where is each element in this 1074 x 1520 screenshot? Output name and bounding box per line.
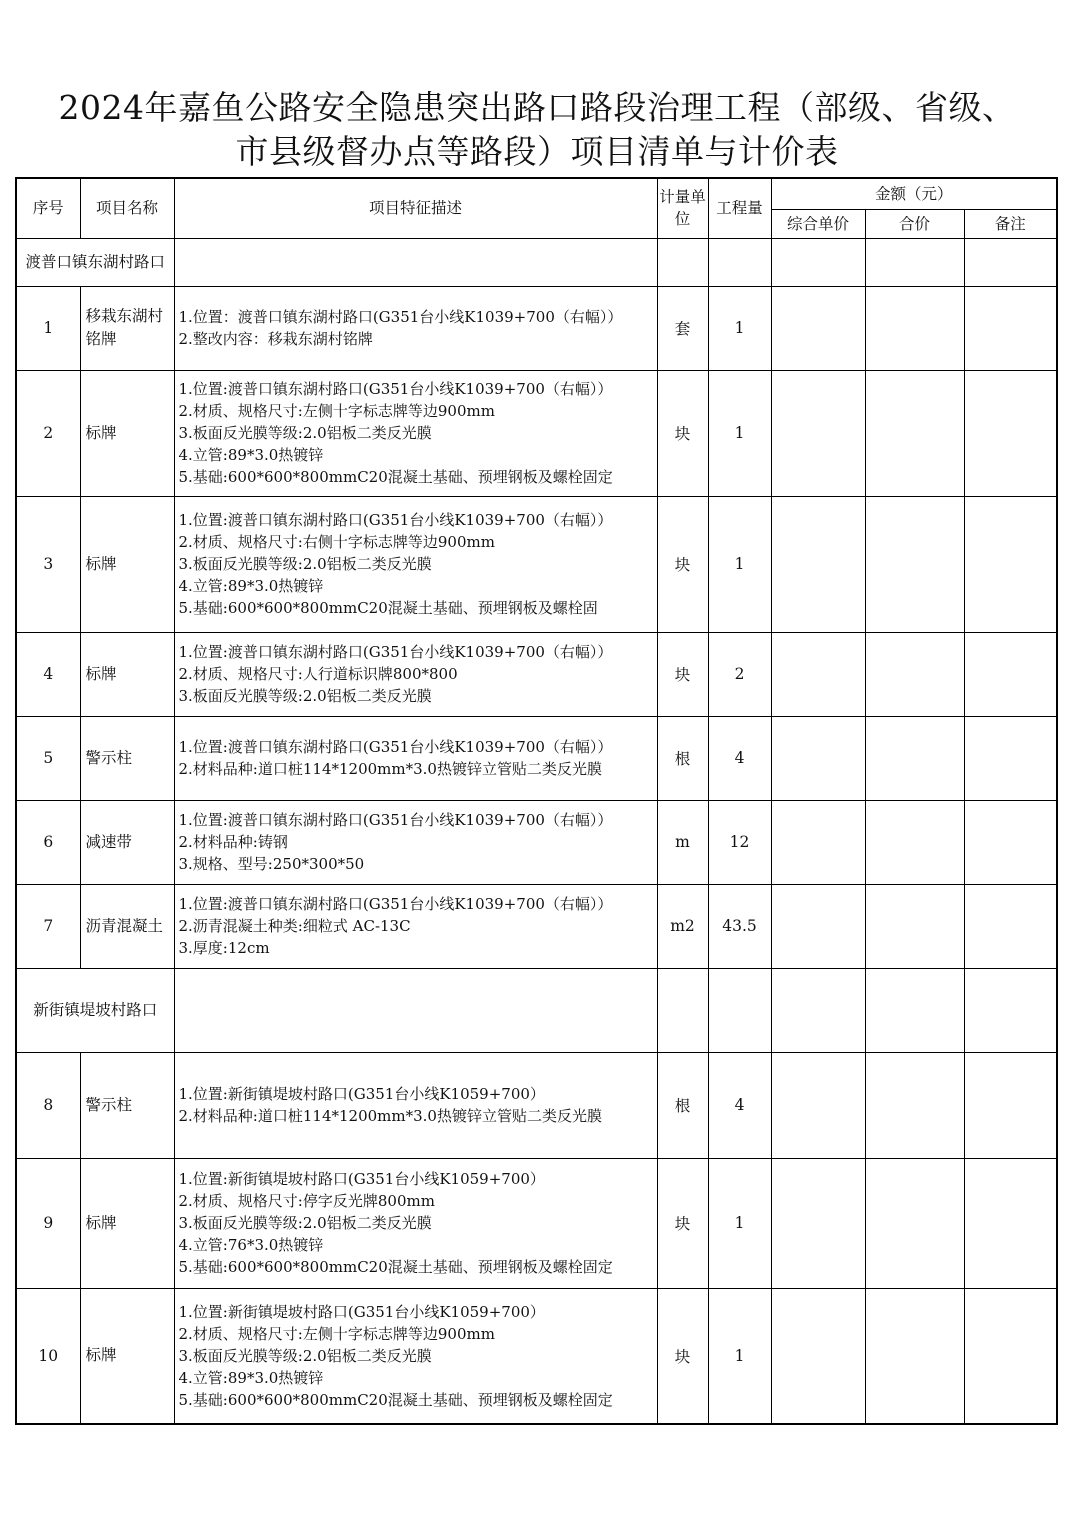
cell-remark: [964, 1288, 1057, 1424]
bill-table: [15, 177, 1058, 1425]
empty-cell: [964, 238, 1057, 286]
title-line-1: 2024年嘉鱼公路安全隐患突出路口路段治理工程（部级、省级、: [58, 88, 1016, 127]
header-total: 合价: [865, 209, 964, 238]
desc-line: 1.位置：渡普口镇东湖村路口(G351台小线K1039+700（右幅））: [178, 308, 623, 326]
cell-seq: 6: [16, 800, 80, 884]
desc-line: 2.沥青混凝土种类:细粒式 AC-13C: [178, 917, 411, 935]
desc-wrap: [175, 641, 657, 707]
header-unit-price: 综合单价: [771, 209, 865, 238]
cell-name: 标牌: [80, 370, 174, 496]
cell-name: 移栽东湖村铭牌: [80, 286, 174, 370]
header-remark: 备注: [964, 209, 1057, 238]
cell-name: 标牌: [80, 1158, 174, 1288]
table-row: [16, 496, 1057, 632]
cell-name: 警示柱: [80, 1052, 174, 1158]
cell-name: 标牌: [80, 496, 174, 632]
cell-unit: 根: [657, 1052, 708, 1158]
cell-total: [865, 286, 964, 370]
cell-qty: 1: [708, 496, 771, 632]
cell-seq: 10: [16, 1288, 80, 1424]
table-row: [16, 800, 1057, 884]
cell-unit-price: [771, 1052, 865, 1158]
empty-cell: [771, 238, 865, 286]
cell-seq: 4: [16, 632, 80, 716]
cell-desc: [174, 632, 657, 716]
cell-total: [865, 632, 964, 716]
desc-line: 3.板面反光膜等级:2.0铝板二类反光膜: [178, 555, 432, 573]
empty-cell: [174, 968, 657, 1052]
desc-wrap: [175, 306, 657, 350]
cell-name: 沥青混凝土: [80, 884, 174, 968]
section-label: 渡普口镇东湖村路口: [16, 238, 174, 286]
desc-wrap: [175, 809, 657, 875]
cell-unit: 块: [657, 1158, 708, 1288]
cell-unit-price: [771, 1288, 865, 1424]
cell-total: [865, 1052, 964, 1158]
cell-unit: 块: [657, 1288, 708, 1424]
title-line-2: 市县级督办点等路段）项目清单与计价表: [235, 132, 839, 171]
desc-wrap: [175, 509, 657, 619]
desc-line: 2.材料品种:道口桩114*1200mm*3.0热镀锌立管贴二类反光膜: [178, 760, 602, 778]
cell-unit-price: [771, 496, 865, 632]
cell-unit: 根: [657, 716, 708, 800]
cell-remark: [964, 1052, 1057, 1158]
desc-line: 3.厚度:12cm: [178, 939, 270, 957]
cell-remark: [964, 370, 1057, 496]
cell-desc: [174, 496, 657, 632]
cell-qty: 1: [708, 370, 771, 496]
cell-unit-price: [771, 370, 865, 496]
cell-desc: [174, 716, 657, 800]
cell-seq: 9: [16, 1158, 80, 1288]
page-title: [0, 86, 1074, 174]
section-row: [16, 238, 1057, 286]
desc-line: 1.位置:渡普口镇东湖村路口(G351台小线K1039+700（右幅））: [178, 380, 613, 398]
desc-line: 3.板面反光膜等级:2.0铝板二类反光膜: [178, 1346, 432, 1365]
desc-line: 5.基础:600*600*800mmC20混凝土基础、预埋钢板及螺栓固定: [178, 468, 613, 486]
cell-unit-price: [771, 716, 865, 800]
cell-total: [865, 1288, 964, 1424]
header-row-1: [16, 178, 1057, 209]
table-row: [16, 716, 1057, 800]
desc-wrap: [175, 1083, 657, 1127]
cell-name: 标牌: [80, 632, 174, 716]
table-row: [16, 370, 1057, 496]
cell-desc: [174, 1052, 657, 1158]
cell-seq: 3: [16, 496, 80, 632]
cell-qty: 12: [708, 800, 771, 884]
table-row: [16, 1288, 1057, 1424]
section-row: [16, 968, 1057, 1052]
empty-cell: [708, 968, 771, 1052]
desc-wrap: [175, 1301, 657, 1411]
empty-cell: [865, 968, 964, 1052]
cell-name: 警示柱: [80, 716, 174, 800]
desc-line: 2.材料品种:道口桩114*1200mm*3.0热镀锌立管贴二类反光膜: [178, 1107, 602, 1125]
empty-cell: [657, 238, 708, 286]
cell-remark: [964, 496, 1057, 632]
cell-desc: [174, 1158, 657, 1288]
desc-line: 2.材质、规格尺寸:左侧十字标志牌等边900mm: [178, 1324, 495, 1343]
desc-line: 1.位置:新街镇堤坡村路口(G351台小线K1059+700）: [178, 1170, 545, 1188]
cell-unit: 块: [657, 370, 708, 496]
cell-seq: 7: [16, 884, 80, 968]
section-label: 新街镇堤坡村路口: [16, 968, 174, 1052]
cell-unit-price: [771, 286, 865, 370]
desc-line: 1.位置:渡普口镇东湖村路口(G351台小线K1039+700（右幅））: [178, 811, 613, 829]
cell-name: 减速带: [80, 800, 174, 884]
desc-line: 5.基础:600*600*800mmC20混凝土基础、预埋钢板及螺栓固定: [178, 1390, 613, 1409]
cell-remark: [964, 632, 1057, 716]
desc-line: 3.板面反光膜等级:2.0铝板二类反光膜: [178, 1214, 432, 1232]
table-row: [16, 1158, 1057, 1288]
cell-unit-price: [771, 632, 865, 716]
desc-line: 2.整改内容：移栽东湖村铭牌: [178, 330, 373, 348]
cell-qty: 4: [708, 716, 771, 800]
cell-qty: 4: [708, 1052, 771, 1158]
cell-unit: m2: [657, 884, 708, 968]
cell-total: [865, 370, 964, 496]
header-seq: 序号: [16, 178, 80, 238]
empty-cell: [708, 238, 771, 286]
desc-line: 3.规格、型号:250*300*50: [178, 855, 365, 873]
cell-name: 标牌: [80, 1288, 174, 1424]
header-amount: 金额（元）: [771, 178, 1057, 209]
cell-unit: 套: [657, 286, 708, 370]
cell-desc: [174, 800, 657, 884]
desc-wrap: [175, 378, 657, 488]
cell-seq: 5: [16, 716, 80, 800]
cell-qty: 1: [708, 1288, 771, 1424]
desc-line: 1.位置:渡普口镇东湖村路口(G351台小线K1039+700（右幅））: [178, 643, 613, 661]
desc-wrap: [175, 736, 657, 780]
cell-remark: [964, 800, 1057, 884]
cell-unit: 块: [657, 496, 708, 632]
desc-line: 1.位置:渡普口镇东湖村路口(G351台小线K1039+700（右幅））: [178, 511, 613, 529]
cell-unit-price: [771, 1158, 865, 1288]
desc-line: 4.立管:89*3.0热镀锌: [178, 577, 324, 595]
cell-qty: 1: [708, 286, 771, 370]
desc-line: 4.立管:89*3.0热镀锌: [178, 446, 324, 464]
cell-seq: 1: [16, 286, 80, 370]
cell-seq: 8: [16, 1052, 80, 1158]
empty-cell: [657, 968, 708, 1052]
cell-remark: [964, 286, 1057, 370]
desc-line: 3.板面反光膜等级:2.0铝板二类反光膜: [178, 424, 432, 442]
desc-line: 5.基础:600*600*800mmC20混凝土基础、预埋钢板及螺栓固: [178, 599, 598, 617]
desc-line: 2.材质、规格尺寸:左侧十字标志牌等边900mm: [178, 402, 495, 420]
cell-unit: 块: [657, 632, 708, 716]
header-unit: 计量单位: [657, 178, 708, 238]
cell-qty: 2: [708, 632, 771, 716]
desc-line: 4.立管:76*3.0热镀锌: [178, 1236, 324, 1254]
desc-line: 1.位置:渡普口镇东湖村路口(G351台小线K1039+700（右幅））: [178, 895, 613, 913]
cell-qty: 43.5: [708, 884, 771, 968]
cell-total: [865, 716, 964, 800]
empty-cell: [174, 238, 657, 286]
table-row: [16, 1052, 1057, 1158]
table-row: [16, 286, 1057, 370]
table-row: [16, 884, 1057, 968]
header-desc: 项目特征描述: [174, 178, 657, 238]
desc-line: 2.材料品种:铸钢: [178, 833, 288, 851]
cell-remark: [964, 1158, 1057, 1288]
desc-wrap: [175, 1168, 657, 1278]
cell-unit-price: [771, 884, 865, 968]
cell-total: [865, 496, 964, 632]
empty-cell: [964, 968, 1057, 1052]
desc-line: 1.位置:渡普口镇东湖村路口(G351台小线K1039+700（右幅））: [178, 738, 613, 756]
cell-unit-price: [771, 800, 865, 884]
cell-total: [865, 800, 964, 884]
cell-desc: [174, 1288, 657, 1424]
cell-desc: [174, 286, 657, 370]
cell-desc: [174, 370, 657, 496]
desc-line: 1.位置:新街镇堤坡村路口(G351台小线K1059+700）: [178, 1302, 545, 1321]
table-row: [16, 632, 1057, 716]
header-qty: 工程量: [708, 178, 771, 238]
desc-wrap: [175, 893, 657, 959]
cell-total: [865, 1158, 964, 1288]
cell-remark: [964, 884, 1057, 968]
cell-remark: [964, 716, 1057, 800]
cell-qty: 1: [708, 1158, 771, 1288]
empty-cell: [771, 968, 865, 1052]
desc-line: 3.板面反光膜等级:2.0铝板二类反光膜: [178, 687, 432, 705]
desc-line: 2.材质、规格尺寸:人行道标识牌800*800: [178, 665, 458, 683]
header-name: 项目名称: [80, 178, 174, 238]
desc-line: 5.基础:600*600*800mmC20混凝土基础、预埋钢板及螺栓固定: [178, 1258, 613, 1276]
cell-total: [865, 884, 964, 968]
desc-line: 4.立管:89*3.0热镀锌: [178, 1368, 324, 1387]
cell-seq: 2: [16, 370, 80, 496]
empty-cell: [865, 238, 964, 286]
cell-unit: m: [657, 800, 708, 884]
desc-line: 2.材质、规格尺寸:停字反光牌800mm: [178, 1192, 435, 1210]
cell-desc: [174, 884, 657, 968]
desc-line: 2.材质、规格尺寸:右侧十字标志牌等边900mm: [178, 533, 495, 551]
desc-line: 1.位置:新街镇堤坡村路口(G351台小线K1059+700）: [178, 1085, 545, 1103]
